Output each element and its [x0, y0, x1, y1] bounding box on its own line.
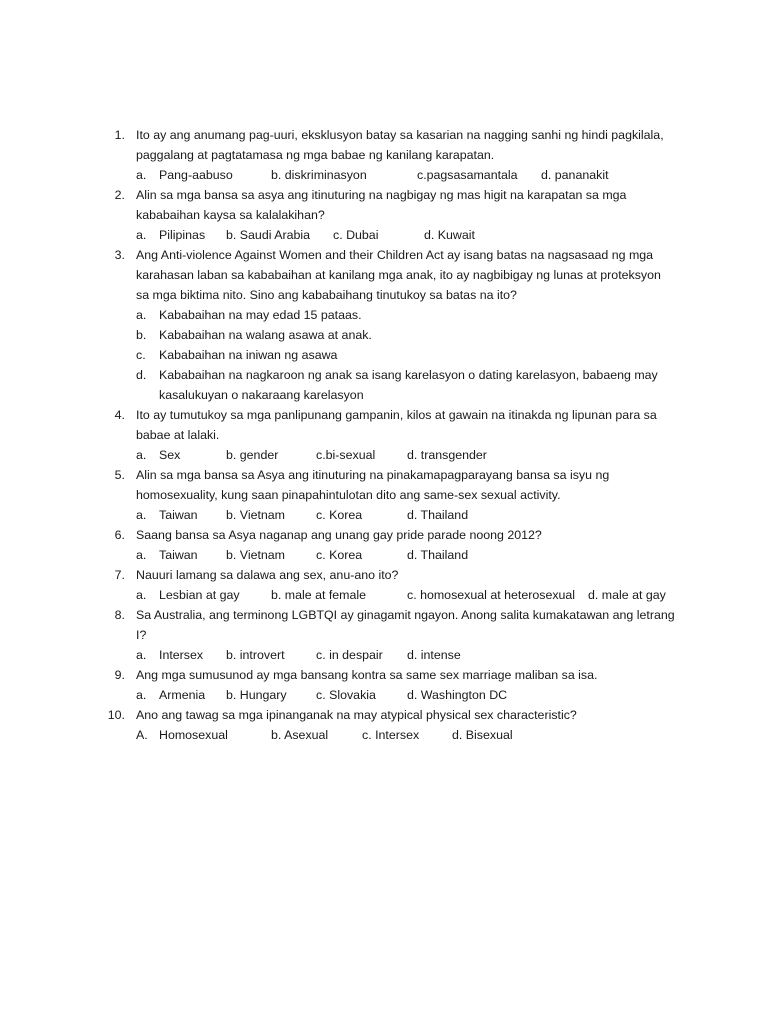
question-text: Alin sa mga bansa sa asya ang itinuturing na nagbigay ng mas higit na karapatan sa mga — [136, 188, 627, 202]
question-text: sa mga biktima nito. Sino ang kababaihang tinutukoy sa batas na ito? — [136, 288, 517, 302]
option-letter: c. — [136, 348, 146, 362]
answer-option: b. Asexual — [271, 728, 329, 742]
question-number: 5. — [114, 468, 125, 482]
options-row — [0, 165, 768, 185]
question-10 — [0, 705, 768, 745]
question-5-line — [0, 465, 768, 485]
options-row — [0, 225, 768, 245]
question-text: karahasan laban sa kababaihan at kanilang mga anak, ito ay nagbibigay ng lunas at proteksyon — [136, 268, 661, 282]
answer-option: b. Saudi Arabia — [226, 228, 311, 242]
question-number: 9. — [114, 668, 125, 682]
answer-option: Pilipinas — [159, 228, 206, 242]
option-letter: a. — [136, 168, 147, 182]
option-letter: b. — [136, 328, 147, 342]
answer-option: Lesbian at gay — [159, 588, 240, 602]
question-4-line — [0, 425, 768, 445]
question-text: Ito ay ang anumang pag-uuri, eksklusyon batay sa kasarian na nagging sanhi ng hindi pagkilala, — [136, 128, 664, 142]
question-3-line — [0, 265, 768, 285]
answer-option: d. Washington DC — [407, 688, 508, 702]
question-text: Alin sa mga bansa sa Asya ang itinuturing na pinakamapagparayang bansa sa isyu ng — [136, 468, 610, 482]
options-row — [0, 345, 768, 365]
answer-option: c. Korea — [316, 548, 363, 562]
answer-option: d. Kuwait — [424, 228, 475, 242]
answer-option: c. Korea — [316, 508, 363, 522]
question-text: Nauuri lamang sa dalawa ang sex, anu-ano ito? — [136, 568, 399, 582]
option-letter: a. — [136, 228, 147, 242]
question-8-line — [0, 625, 768, 645]
question-text: Ano ang tawag sa mga ipinanganak na may atypical physical sex characteristic? — [136, 708, 577, 722]
question-1-line — [0, 125, 768, 145]
question-number: 7. — [114, 568, 125, 582]
option-letter: a. — [136, 588, 147, 602]
question-5 — [0, 465, 768, 525]
question-1 — [0, 125, 768, 185]
question-number: 3. — [114, 248, 125, 262]
question-9-line — [0, 665, 768, 685]
answer-option: d. transgender — [407, 448, 487, 462]
question-6 — [0, 525, 768, 565]
question-number: 10. — [107, 708, 125, 722]
question-8 — [0, 605, 768, 665]
options-row — [0, 305, 768, 325]
options-row — [0, 445, 768, 465]
option-letter: a. — [136, 308, 147, 322]
answer-option: d. Thailand — [407, 508, 469, 522]
question-number: 8. — [114, 608, 125, 622]
question-3 — [0, 245, 768, 405]
answer-option: Armenia — [159, 688, 206, 702]
answer-option: c. Dubai — [333, 228, 379, 242]
option-letter: a. — [136, 688, 147, 702]
question-4-line — [0, 405, 768, 425]
answer-option: b. Hungary — [226, 688, 287, 702]
answer-option: d. Thailand — [407, 548, 469, 562]
options-row — [0, 325, 768, 345]
options-row — [0, 505, 768, 525]
option-letter: a. — [136, 448, 147, 462]
answer-option: Kababaihan na iniwan ng asawa — [159, 348, 338, 362]
question-number: 2. — [114, 188, 125, 202]
option-letter: a. — [136, 508, 147, 522]
question-text: babae at lalaki. — [136, 428, 220, 442]
answer-option: c. in despair — [316, 648, 383, 662]
question-2 — [0, 185, 768, 245]
answer-option: Homosexual — [159, 728, 228, 742]
question-text: kababaihan kaysa sa kalalakihan? — [136, 208, 325, 222]
option-letter: a. — [136, 648, 147, 662]
question-text: Ang Anti-violence Against Women and their Children Act ay isang batas na nagsasaad ng mga — [136, 248, 654, 262]
question-1-line — [0, 145, 768, 165]
options-row — [0, 645, 768, 665]
answer-option: d. Bisexual — [452, 728, 513, 742]
question-text: Saang bansa sa Asya naganap ang unang gay pride parade noong 2012? — [136, 528, 542, 542]
option-letter: d. — [136, 368, 147, 382]
options-row — [0, 685, 768, 705]
question-3-line — [0, 245, 768, 265]
question-2-line — [0, 185, 768, 205]
question-4 — [0, 405, 768, 465]
question-list — [0, 125, 768, 745]
answer-option: Taiwan — [159, 508, 198, 522]
answer-option: c. homosexual at heterosexual — [407, 588, 576, 602]
answer-option: c. Intersex — [362, 728, 420, 742]
answer-option: Intersex — [159, 648, 204, 662]
question-text: Ito ay tumutukoy sa mga panlipunang gampanin, kilos at gawain na itinakda ng lipunan para sa — [136, 408, 657, 422]
question-7 — [0, 565, 768, 605]
answer-option: Pang-aabuso — [159, 168, 233, 182]
answer-option: kasalukuyan o nakaraang karelasyon — [159, 388, 364, 402]
answer-option: d. male at gay — [588, 588, 666, 602]
question-3-line — [0, 285, 768, 305]
answer-option: c. Slovakia — [316, 688, 376, 702]
answer-option: b. Vietnam — [226, 508, 286, 522]
answer-option: b. Vietnam — [226, 548, 286, 562]
answer-option: Taiwan — [159, 548, 198, 562]
question-text: homosexuality, kung saan pinapahintulotan dito ang same-sex sexual activity. — [136, 488, 561, 502]
answer-option: b. male at female — [271, 588, 367, 602]
options-row — [0, 385, 768, 405]
question-text: Ang mga sumusunod ay mga bansang kontra sa same sex marriage maliban sa isa. — [136, 668, 598, 682]
answer-option: c.bi-sexual — [316, 448, 376, 462]
answer-option: Kababaihan na may edad 15 pataas. — [159, 308, 362, 322]
answer-option: d. intense — [407, 648, 461, 662]
question-text: I? — [136, 628, 147, 642]
question-8-line — [0, 605, 768, 625]
question-number: 6. — [114, 528, 125, 542]
options-row — [0, 585, 768, 605]
question-number: 1. — [114, 128, 125, 142]
options-row — [0, 545, 768, 565]
answer-option: Sex — [159, 448, 181, 462]
question-text: paggalang at pagtatamasa ng mga babae ng kanilang karapatan. — [136, 148, 495, 162]
answer-option: b. diskriminasyon — [271, 168, 367, 182]
options-row — [0, 725, 768, 745]
answer-option: Kababaihan na walang asawa at anak. — [159, 328, 372, 342]
question-10-line — [0, 705, 768, 725]
question-number: 4. — [114, 408, 125, 422]
options-row — [0, 365, 768, 385]
option-letter: a. — [136, 548, 147, 562]
question-7-line — [0, 565, 768, 585]
answer-option: Kababaihan na nagkaroon ng anak sa isang karelasyon o dating karelasyon, babaeng may — [159, 368, 658, 382]
answer-option: b. gender — [226, 448, 279, 462]
question-text: Sa Australia, ang terminong LGBTQI ay ginagamit ngayon. Anong salita kumakatawan ang letrang — [136, 608, 675, 622]
question-2-line — [0, 205, 768, 225]
question-5-line — [0, 485, 768, 505]
answer-option: b. introvert — [226, 648, 285, 662]
question-9 — [0, 665, 768, 705]
answer-option: d. pananakit — [541, 168, 609, 182]
question-6-line — [0, 525, 768, 545]
option-letter: A. — [136, 728, 148, 742]
answer-option: c.pagsasamantala — [417, 168, 518, 182]
